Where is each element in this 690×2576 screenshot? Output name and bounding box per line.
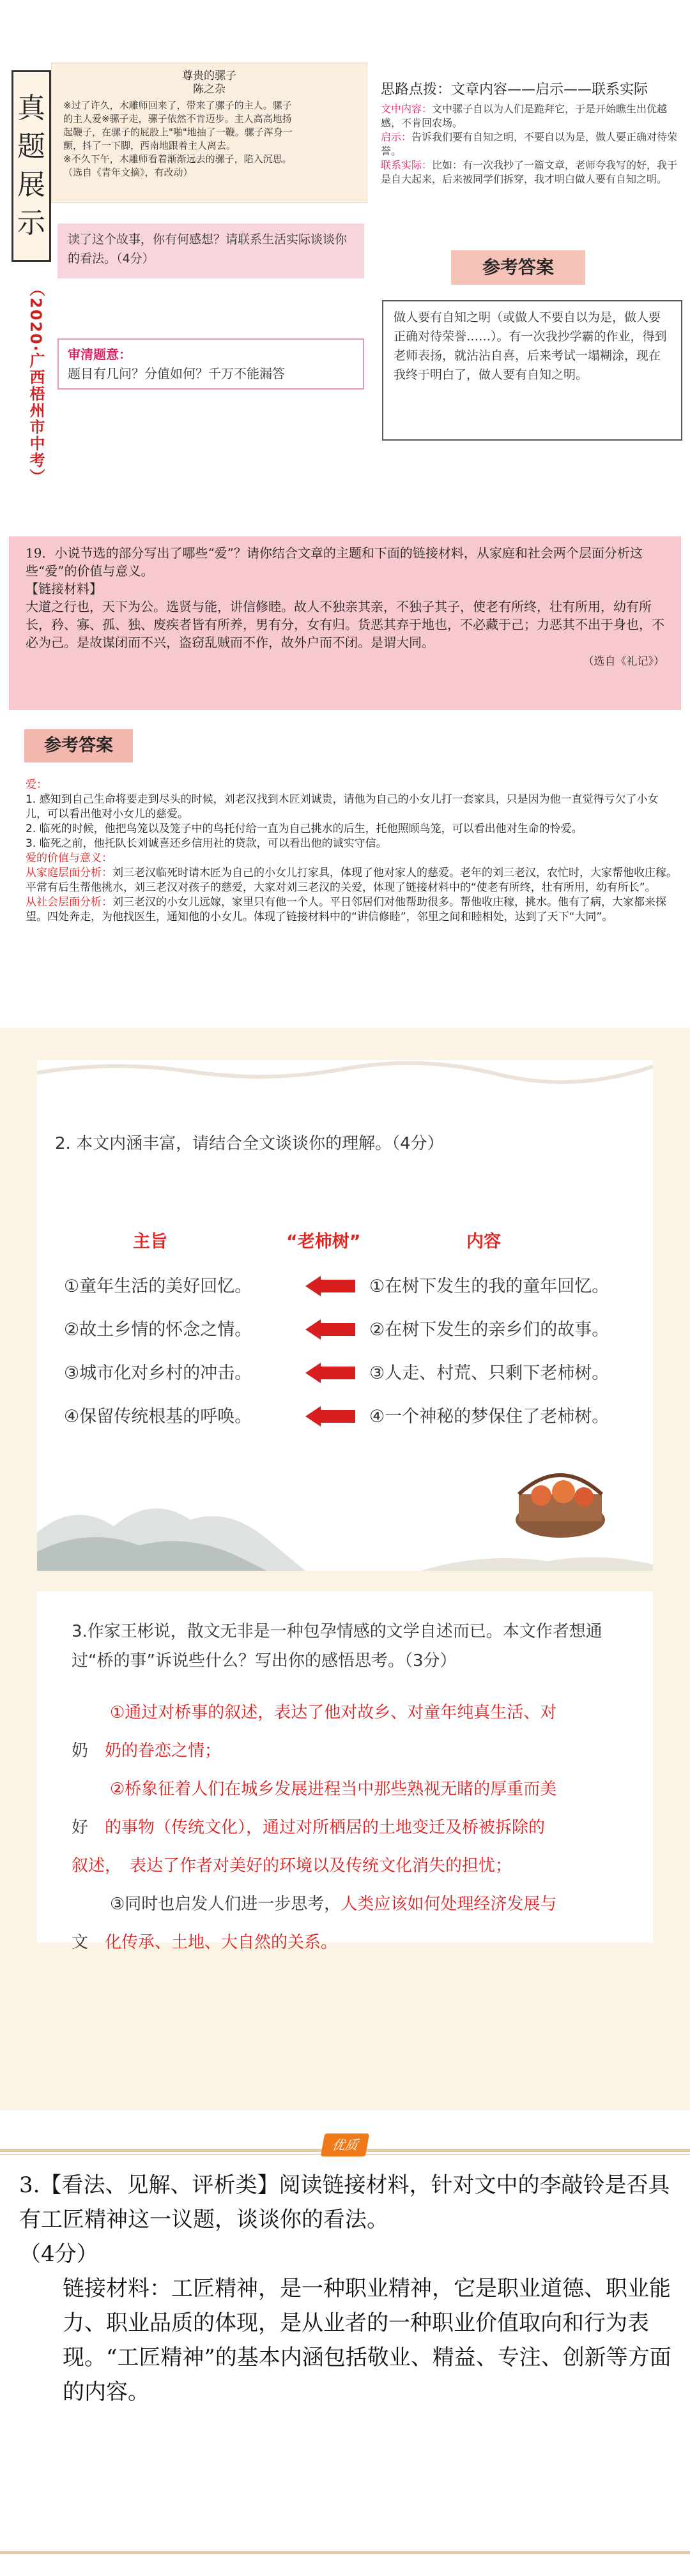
hint-text: 比如：有一次我抄了一篇文章，老师夸我写的好，我于是自大起来，后来被同学们拆穿，我才明白做人要有自知之明。 [381,159,678,185]
content-item: ②在树下发生的亲乡们的故事。 [369,1320,610,1340]
answer-line [72,1923,634,1962]
content-item: ①在树下发生的我的童年回忆。 [369,1277,610,1296]
social-label: 从社会层面分析： [26,896,112,909]
thinking-hint-head: 思路点拨：文章内容——启示——联系实际 [381,82,648,98]
love-item: 3. 临死之前，他托队长刘诚喜还乡信用社的贷款，可以看出他的诚实守信。 [26,837,387,850]
hint-line [381,130,681,158]
exam-tip-label: 审清题意： [68,347,132,362]
thinking-hint [381,80,681,186]
family-label: 从家庭层面分析： [26,867,112,879]
hint-line [381,158,681,186]
love-item: 1. 感知到自己生命将要走到尽头的时候，刘老汉找到木匠刘诚贵，请他为自己的小女儿打一套家具，只是因为他一直觉得亏欠了小女儿，可以看出他对小女儿的慈爱。 [26,793,659,821]
story-excerpt-box [51,63,367,203]
answer-fragment: ③同时也启发人们进一步思考， [110,1895,341,1914]
hint-text: 文中骡子自以为人们是跪拜它，于是开始瞧生出优越感，不肯回农场。 [381,103,668,129]
brand-logo: 优质 [321,2133,369,2156]
material-source: （选自《礼记》） [583,655,664,668]
vertical-title-tab [12,70,51,262]
answer-fragment: 文 [72,1933,105,1952]
link-material-text: 大道之行也，天下为公。选贤与能，讲信修睦。故人不独亲其亲，不独子其子，使老有所终，壮有所用，幼有所长，矜、寡、孤、独、废疾者皆有所养，男有分，女有归。货恶其弃于地也，不必藏于己；力恶其不出于身也，不必为己。是故谋闭而不兴，盗窃乱贼而不作，故外户而不闭。是谓大同。 [26,599,664,650]
question-3-answer [72,1693,634,1962]
story-author: 陈之杂 [193,83,226,96]
question-19-box [9,536,681,710]
question-3b-text: 3.【看法、见解、评析类】阅读链接材料，针对文中的李敲铃是否具有工匠精神这一议题，谈谈你的看法。 [19,2172,670,2232]
left-arrow-icon [305,1367,355,1379]
column-header-content: 内容 [466,1232,501,1252]
theme-item: ④保留传统根基的呼唤。 [64,1407,252,1427]
column-header-persimmon-tree: “老柿树” [286,1232,361,1252]
question-19-text: 19．小说节选的部分写出了哪些“爱”？请你结合文章的主题和下面的链接材料，从家庭和社会两个层面分析这些“爱”的价值与意义。 [26,545,643,579]
answer-line [72,1732,634,1770]
exam-tip-text: 题目有几问？分值如何？千万不能漏答 [68,366,285,381]
mapping-row [37,1266,653,1304]
question-card-2 [37,1060,653,1571]
tab-char: 示 [17,207,45,239]
question-card-3 [37,1591,653,1952]
exam-panel-4 [0,2110,690,2576]
question-box: 读了这个故事，你有何感想？请联系生活实际谈谈你的看法。（4分） [57,224,364,278]
story-line: 起鞭子，在骡子的屁股上"啪"地抽了一鞭。骡子浑身一 [63,126,293,138]
year-source-label: （2020·广西梧州市中考） [27,281,45,485]
hint-key: 启示： [381,131,412,143]
tab-char: 展 [17,169,45,201]
theme-item: ③城市化对乡村的冲击。 [64,1363,252,1383]
hint-line [381,102,681,130]
left-arrow-icon [305,1323,355,1336]
column-header-theme: 主旨 [133,1232,167,1252]
love-item: 2. 临死的时候，他把鸟笼以及笼子中的鸟托付给一直为自己挑水的后生，托他照顾鸟笼，可以看出他对生命的怜爱。 [26,822,583,835]
persimmon-basket-decoration [506,1450,615,1545]
answer-fragment: 奶 [72,1741,105,1761]
social-text: 刘三老汉的小女儿远嫁，家里只有他一个人。平日邻居们对他帮助很多。帮他收庄稼，挑水。他有了病，大家都来探望。四处奔走，为他找医生，通知他的小女儿。体现了链接材料中的“讲信修睦”，邻里之间和睦相处，达到了天下“大同”。 [26,896,666,923]
hint-key: 文中内容： [381,103,433,115]
bottom-divider [0,2551,690,2554]
mapping-row [37,1309,653,1347]
content-item: ④一个神秘的梦保住了老柿树。 [369,1407,610,1427]
social-paragraph [26,895,677,925]
link-material-label: 【链接材料】 [26,581,102,596]
family-paragraph [26,866,677,895]
answer-line [72,1847,634,1885]
content-item: ③人走、村荒、只剩下老柿树。 [369,1363,610,1383]
tab-char: 题 [17,130,45,163]
answer-fragment: 好 [72,1818,105,1837]
answer-line [72,1885,634,1923]
question-3-craftsman [19,2168,677,2409]
answer-box: 做人要有自知之明（或做人不要自以为是，做人要正确对待荣誉……）。有一次我抄学霸的作业，得到老师表扬，就沾沾自喜，后来考试一塌糊涂，现在我终于明白了，做人要有自知之明。 [382,300,682,441]
answer-fragment: 的事物（传统文化），通过对所栖居的土地变迁及桥被拆除的 [105,1818,546,1837]
tab-char: 真 [17,92,45,125]
answer-fragment: 人类应该如何处理经济发展与 [341,1895,557,1914]
answer-badge: 参考答案 [451,250,585,285]
answer-line [72,1808,634,1847]
exam-panel-3 [0,1028,690,2110]
answer-line: ②桥象征着人们在城乡发展进程当中那些熟视无睹的厚重而美 [110,1780,557,1799]
love-label: 爱： [26,778,47,791]
question-3b-score: （4分） [19,2241,98,2267]
value-label: 爱的价值与意义： [26,852,112,865]
answer-line: ①通过对桥事的叙述，表达了他对故乡、对童年纯真生活、对 [110,1703,557,1722]
answer-fragment: 表达了作者对美好的环境以及传统文化消失的担忧； [130,1856,512,1875]
answer-fragment: 化传承、土地、大自然的关系。 [105,1933,338,1952]
answer-badge: 参考答案 [24,729,133,762]
story-line: ※不久下午，木雕师看着渐渐远去的骡子，陷入沉思。 [63,153,292,165]
question-3-text: 3.作家王彬说，散文无非是一种包孕情感的文学自述而已。本文作者想通过“桥的事”诉说些什么？写出你的感悟思考。（3分） [72,1622,602,1671]
left-arrow-icon [305,1410,355,1423]
exam-tip-box [57,338,364,390]
answer-fragment: 奶的眷恋之情； [105,1741,222,1761]
theme-item: ①童年生活的美好回忆。 [64,1277,252,1296]
answer-fragment: 叙述， [72,1856,130,1875]
story-line: 颤，抖了一下脚，西南地跟着主人离去。 [63,140,236,151]
hint-key: 联系实际： [381,159,433,171]
ink-splash-decoration [37,1060,653,1086]
mapping-row [37,1396,653,1434]
story-line: ※过了许久，木雕师回来了，带来了骡子的主人。骡子 [63,100,292,111]
story-line: 的主人爱※骡子走，骡子依然不肯迈步。主人高高地扬 [63,113,292,125]
answer-love-section [26,778,677,925]
story-line: （选自《青年文摘》，有改动） [63,167,193,178]
mapping-row [37,1352,653,1391]
family-text: 刘三老汉临死时请木匠为自己的小女儿打家具，体现了他对家人的慈爱。老年的刘三老汉，农忙时，大家帮他收庄稼。平常有后生帮他挑水，刘三老汉对孩子的慈爱，大家对刘三老汉的关爱，体现了链接材料中的“使老有所终，壮有所用，幼有所长”。 [26,867,677,894]
question-2-text: 2. 本文内涵丰富，请结合全文谈谈你的理解。（4分） [55,1134,444,1153]
exam-panel-1 [0,0,690,511]
story-title: 尊贵的骡子 [182,70,236,82]
exam-panel-2 [0,530,690,1028]
theme-item: ②故土乡情的怀念之情。 [64,1320,252,1340]
left-arrow-icon [305,1280,355,1292]
hint-text: 告诉我们要有自知之明，不要自以为是，做人要正确对待荣誉。 [381,131,678,157]
link-material-paragraph: 链接材料：工匠精神，是一种职业精神，它是职业道德、职业能力、职业品质的体现，是从业者的一种职业价值取向和行为表现。“工匠精神”的基本内涵包括敬业、精益、专注、创新等方面的内容。 [63,2276,671,2405]
